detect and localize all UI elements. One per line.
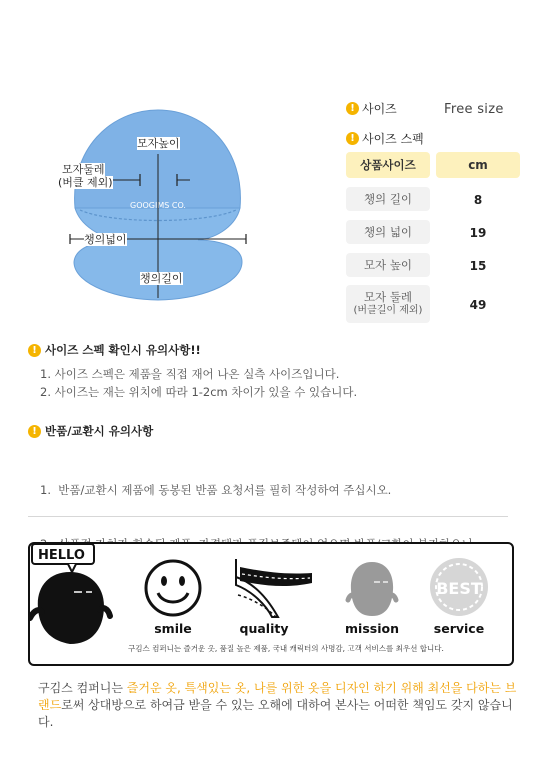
divider bbox=[28, 516, 508, 517]
service-label: service bbox=[433, 621, 485, 636]
mission-label: mission bbox=[345, 621, 399, 636]
row-value-hat-height: 15 bbox=[469, 259, 487, 273]
cap-logo: GOOGIMS CO. bbox=[130, 201, 186, 210]
banner-caption: 구김스 컴퍼니는 즐거운 옷, 품질 높은 제품, 국내 캐릭터의 사명감, 고객 서비스를 최우선 합니다. bbox=[128, 644, 444, 653]
table-header-size: 상품사이즈 bbox=[346, 152, 430, 178]
best-badge-text: BEST bbox=[436, 579, 482, 598]
row-value-brim-length: 8 bbox=[473, 193, 483, 207]
spec-heading: ! 사이즈 스펙 bbox=[346, 130, 424, 147]
quality-label: quality bbox=[239, 621, 289, 636]
table-header-unit: cm bbox=[436, 152, 520, 178]
footer-disclaimer: 구김스 컴퍼니는 즐거운 옷, 특색있는 옷, 나를 위한 옷을 디자인 하기 위해 최선을 다하는 브랜드로써 상대방으로 하여금 받을 수 있는 오해에 대하여 본사는 어떠한 책임도 갖지 않습니다. bbox=[38, 681, 517, 729]
row-value-brim-width: 19 bbox=[469, 226, 487, 240]
row-label-circumference: 모자 둘레 (버클길이 제외) bbox=[346, 285, 430, 323]
quality-icon bbox=[232, 555, 314, 619]
hat-height-label: 모자높이 bbox=[137, 137, 180, 150]
smile-label: smile bbox=[154, 621, 192, 636]
warning-icon: ! bbox=[346, 102, 359, 115]
row-label-brim-width: 챙의 넓이 bbox=[346, 220, 430, 244]
row-label-brim-length: 챙의 길이 bbox=[346, 187, 430, 211]
row-value-circumference: 49 bbox=[469, 298, 487, 312]
hello-bubble-text: HELLO bbox=[38, 548, 85, 563]
brim-width-label: 챙의넓이 bbox=[84, 233, 127, 246]
list-item: 1. 사이즈 스펙은 제품을 직접 재어 나온 실측 사이즈입니다. bbox=[40, 367, 340, 381]
spec-notice-title: ! 사이즈 스펙 확인시 유의사항!! bbox=[28, 342, 201, 358]
row-label-hat-height: 모자 높이 bbox=[346, 253, 430, 277]
mission-icon bbox=[342, 556, 402, 620]
circumference-label: 모자둘레 bbox=[62, 163, 105, 176]
circumference-note: (버클 제외) bbox=[58, 176, 113, 189]
list-item: 2. 사이즈는 재는 위치에 따라 1-2cm 차이가 있을 수 있습니다. bbox=[40, 385, 358, 399]
return-notice-title: ! 반품/교환시 유의사항 bbox=[28, 423, 153, 439]
spec-notice-list bbox=[40, 365, 357, 401]
list-item: 1. 반품/교환시 제품에 동봉된 반품 요청서를 필히 작성하여 주십시오. bbox=[40, 483, 392, 497]
smile-icon bbox=[143, 558, 203, 618]
brim-length-label: 챙의길이 bbox=[140, 272, 183, 285]
warning-icon: ! bbox=[346, 132, 359, 145]
service-icon bbox=[428, 556, 490, 618]
size-heading: ! 사이즈 bbox=[346, 100, 397, 117]
warning-icon: ! bbox=[28, 425, 41, 438]
warning-icon: ! bbox=[28, 344, 41, 357]
size-value: Free size bbox=[444, 102, 504, 117]
